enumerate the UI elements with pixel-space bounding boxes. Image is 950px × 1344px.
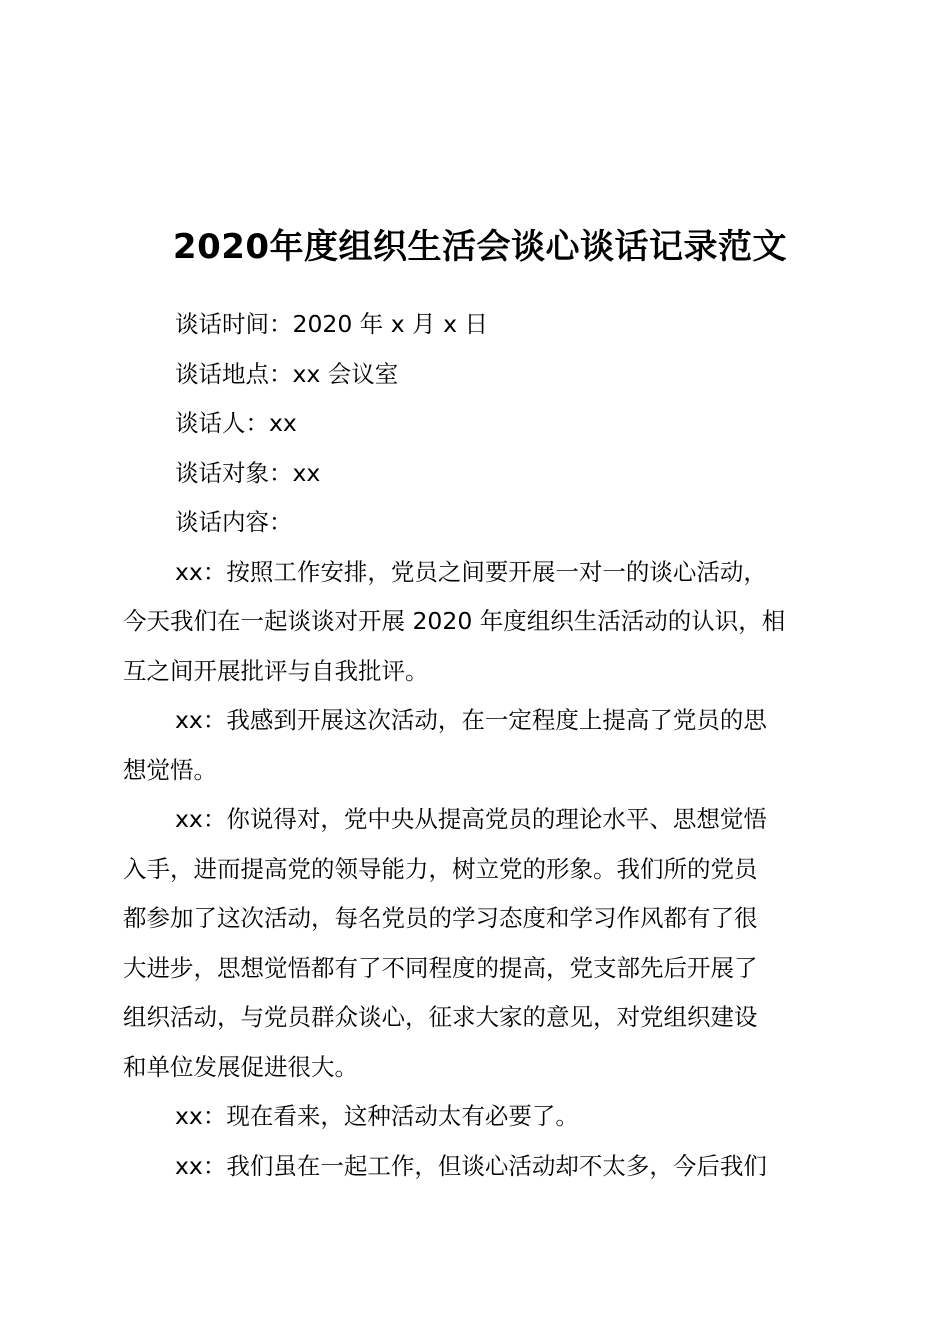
paragraph-line: xx：你说得对，党中央从提高党员的理论水平、思想觉悟 (175, 805, 767, 833)
document-body (123, 300, 841, 1191)
paragraph-line: xx：我们虽在一起工作，但谈心活动却不太多，今后我们 (175, 1151, 767, 1180)
paragraph-line: 都参加了这次活动，每名党员的学习态度和学习作风都有了很 (123, 904, 758, 932)
meta-content-label: 谈话内容： (175, 508, 293, 536)
paragraph-line: xx：按照工作安排，党员之间要开展一对一的谈心活动， (175, 557, 767, 586)
meta-speaker: 谈话人：xx (175, 409, 297, 437)
paragraph-line: 大进步，思想觉悟都有了不同程度的提高，党支部先后开展了 (123, 953, 758, 982)
paragraph-line: 入手，进而提高党的领导能力，树立党的形象。我们所的党员 (123, 854, 758, 883)
paragraph-line: 互之间开展批评与自我批评。 (123, 656, 429, 685)
meta-place: 谈话地点：xx 会议室 (175, 359, 399, 388)
document-title: 2020年度组织生活会谈心谈话记录范文 (172, 227, 788, 267)
meta-target: 谈话对象：xx (175, 458, 321, 487)
paragraph-line: xx：现在看来，这种活动太有必要了。 (175, 1102, 579, 1130)
paragraph-line: 组织活动，与党员群众谈心，征求大家的意见，对党组织建设 (123, 1003, 758, 1031)
paragraph-line: 想觉悟。 (123, 755, 217, 784)
meta-time: 谈话时间：2020 年 x 月 x 日 (175, 310, 488, 338)
paragraph-line: xx：我感到开展这次活动，在一定程度上提高了党员的思 (175, 706, 767, 734)
paragraph-line: 今天我们在一起谈谈对开展 2020 年度组织生活活动的认识，相 (123, 607, 786, 635)
paragraph-line: 和单位发展促进很大。 (123, 1052, 358, 1081)
